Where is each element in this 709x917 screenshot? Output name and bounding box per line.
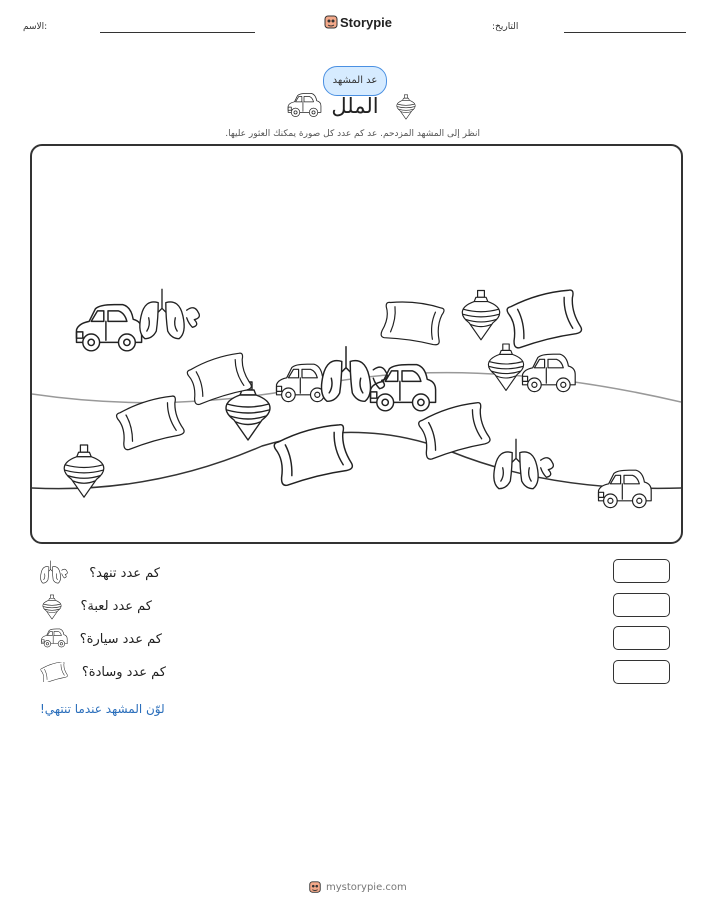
footer-url[interactable]: mystorypie.com xyxy=(326,882,407,893)
pillow-icon xyxy=(381,297,446,347)
spinning-top-icon xyxy=(488,344,523,390)
pillow-icon xyxy=(417,401,491,460)
answer-box-car[interactable] xyxy=(613,626,670,650)
question-pillow: كم عدد وسادة؟ xyxy=(81,665,166,680)
question-car: كم عدد سيارة؟ xyxy=(79,632,162,647)
date-line[interactable] xyxy=(564,32,686,33)
page-title: الملل xyxy=(331,94,379,118)
date-label: التاريخ: xyxy=(492,22,519,32)
instructions: انظر إلى المشهد المزدحم. عد كم عدد كل صورة يمكنك العثور عليها. xyxy=(225,129,480,139)
answer-box-lungs[interactable] xyxy=(613,559,670,583)
name-label: الاسم: xyxy=(23,22,48,32)
activity-badge: عد المشهد xyxy=(323,66,387,96)
spinning-top-icon xyxy=(462,291,499,340)
lungs-icon xyxy=(140,289,200,338)
lungs-icon xyxy=(494,439,554,488)
answer-box-spinning-top[interactable] xyxy=(613,593,670,617)
lungs-icon xyxy=(40,560,68,584)
spinning-top-icon xyxy=(394,94,418,120)
spinning-top-icon xyxy=(64,445,104,497)
question-lungs: كم عدد تنهد؟ xyxy=(89,566,160,581)
question-spinning-top: كم عدد لعبة؟ xyxy=(80,599,152,614)
car-icon xyxy=(523,354,576,391)
pillow-icon xyxy=(272,423,353,487)
car-icon xyxy=(77,305,142,351)
name-line[interactable] xyxy=(100,32,255,33)
car-icon xyxy=(371,365,436,411)
brand-name: Storypie xyxy=(340,15,393,30)
brand-logo xyxy=(323,12,393,34)
storypie-mascot-icon xyxy=(323,14,339,30)
pillow-icon xyxy=(505,288,582,349)
car-icon xyxy=(599,470,652,507)
spinning-top-icon xyxy=(42,594,62,620)
pillow-icon xyxy=(40,662,68,682)
answer-box-pillow[interactable] xyxy=(613,660,670,684)
car-icon xyxy=(286,92,322,118)
storypie-mascot-icon xyxy=(308,880,322,894)
counting-scene[interactable] xyxy=(30,144,683,544)
scene-drawing xyxy=(32,146,681,542)
finish-instruction: لوّن المشهد عندما تنتهي! xyxy=(40,702,165,716)
car-icon xyxy=(40,628,68,648)
